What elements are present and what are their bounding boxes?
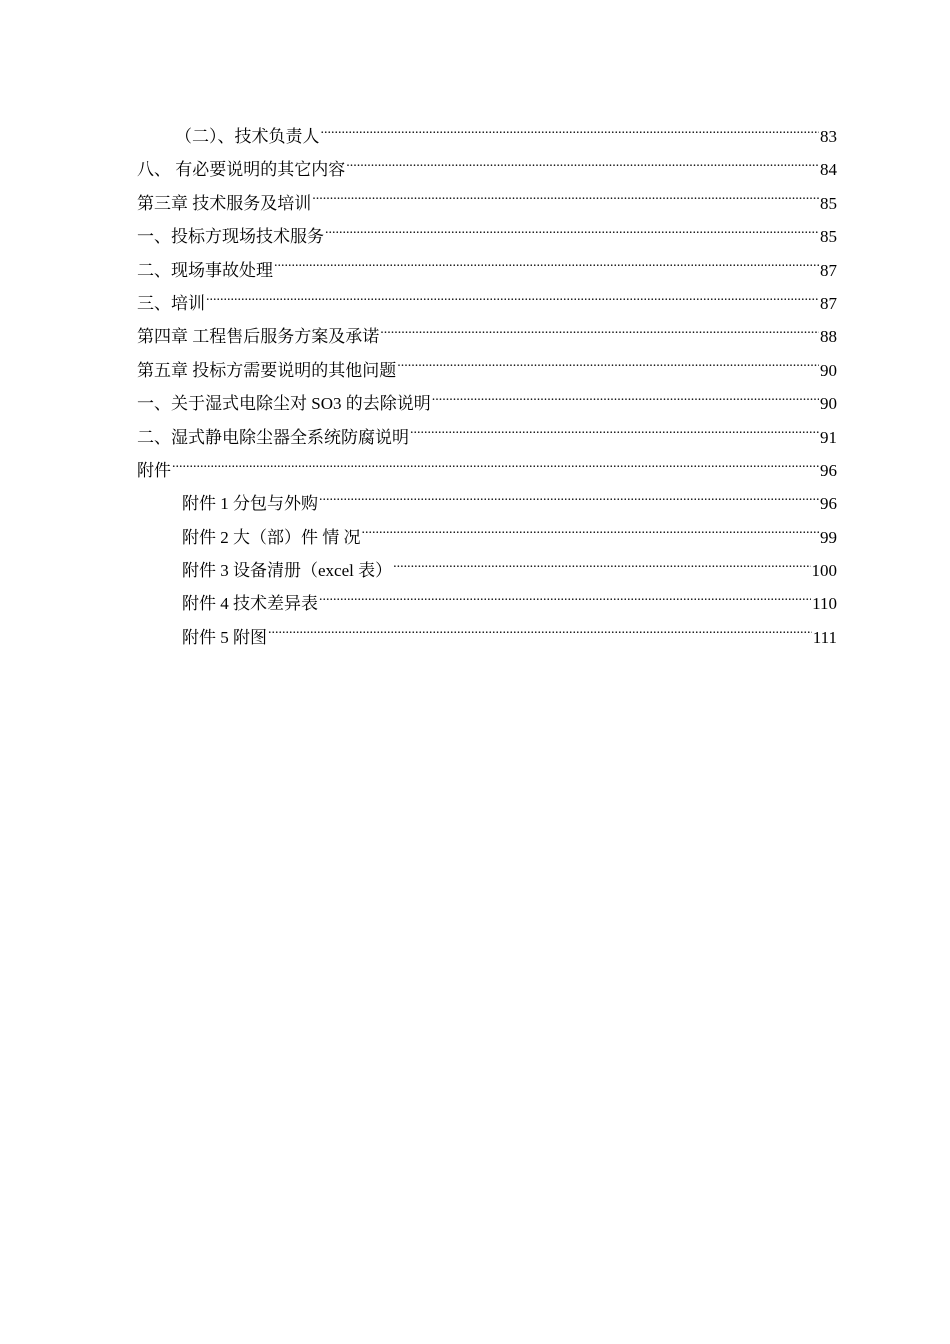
toc-entry-page: 96: [820, 460, 837, 480]
toc-entry-page: 84: [820, 160, 837, 180]
toc-entry[interactable]: [137, 287, 837, 320]
toc-entry[interactable]: [137, 354, 837, 387]
toc-entry[interactable]: [137, 487, 837, 520]
toc-entry-page: 96: [820, 494, 837, 514]
toc-dot-leader: [319, 492, 819, 509]
toc-entry[interactable]: [137, 254, 837, 287]
toc-entry-page: 83: [820, 127, 837, 146]
toc-entry[interactable]: [137, 454, 837, 487]
toc-entry-title: 第五章 投标方需要说明的其他问题: [137, 360, 397, 380]
toc-entry[interactable]: [137, 421, 837, 454]
toc-entry-page: 88: [820, 327, 837, 347]
toc-entry-title: 附件 4 技术差异表: [182, 594, 318, 614]
toc-entry[interactable]: [137, 153, 837, 186]
toc-entry-title: 附件: [137, 460, 171, 480]
toc-dot-leader: [206, 292, 819, 309]
toc-entry-page: 87: [820, 293, 837, 313]
toc-dot-leader: [325, 225, 819, 242]
toc-dot-leader: [268, 626, 812, 643]
toc-entry-page: 87: [820, 260, 837, 280]
toc-dot-leader: [346, 158, 819, 175]
toc-entry[interactable]: [137, 120, 837, 153]
toc-entry-title: 一、投标方现场技术服务: [137, 227, 324, 247]
toc-entry-page: 85: [820, 227, 837, 247]
toc-entry-page: 110: [812, 594, 837, 614]
toc-entry[interactable]: [137, 387, 837, 420]
toc-entry-title: 附件 3 设备清册（excel 表）: [182, 561, 393, 581]
toc-entry-title: 二、湿式静电除尘器全系统防腐说明: [137, 427, 409, 447]
toc-entry-page: 91: [820, 427, 837, 447]
toc-dot-leader: [397, 359, 819, 376]
toc-entry-title: 一、关于湿式电除尘对 SO3 的去除说明: [137, 394, 431, 414]
toc-dot-leader: [362, 526, 820, 543]
toc-entry[interactable]: [137, 320, 837, 353]
toc-entry[interactable]: [137, 587, 837, 620]
toc-dot-leader: [274, 259, 819, 276]
toc-entry[interactable]: [137, 554, 837, 587]
toc-entry-page: 90: [820, 360, 837, 380]
toc-entry-title: 二、现场事故处理: [137, 260, 273, 280]
toc-entry-title: （二）、技术负责人: [175, 127, 320, 146]
toc-dot-leader: [432, 392, 819, 409]
toc-entry[interactable]: [137, 220, 837, 253]
table-of-contents: [137, 120, 837, 654]
toc-entry[interactable]: [137, 621, 837, 654]
toc-entry-title: 附件 5 附图: [182, 627, 267, 647]
toc-entry-page: 100: [811, 561, 837, 581]
toc-entry-title: 第三章 技术服务及培训: [137, 193, 312, 213]
toc-dot-leader: [410, 426, 819, 443]
toc-entry-title: 附件 2 大（部）件 情 况: [182, 527, 361, 547]
toc-entry-title: 三、培训: [137, 293, 205, 313]
toc-entry-page: 90: [820, 394, 837, 414]
toc-dot-leader: [380, 325, 819, 342]
toc-entry-title: 八、 有必要说明的其它内容: [137, 160, 346, 180]
toc-entry-page: 99: [820, 527, 837, 547]
toc-dot-leader: [319, 592, 811, 609]
toc-entry-title: 附件 1 分包与外购: [182, 494, 318, 514]
toc-entry[interactable]: [137, 521, 837, 554]
toc-entry-page: 111: [812, 627, 837, 647]
toc-entry-page: 85: [820, 193, 837, 213]
toc-dot-leader: [321, 125, 820, 142]
toc-dot-leader: [393, 559, 810, 576]
toc-entry[interactable]: [137, 187, 837, 220]
toc-dot-leader: [172, 459, 819, 476]
toc-entry-title: 第四章 工程售后服务方案及承诺: [137, 327, 380, 347]
toc-dot-leader: [312, 192, 819, 209]
